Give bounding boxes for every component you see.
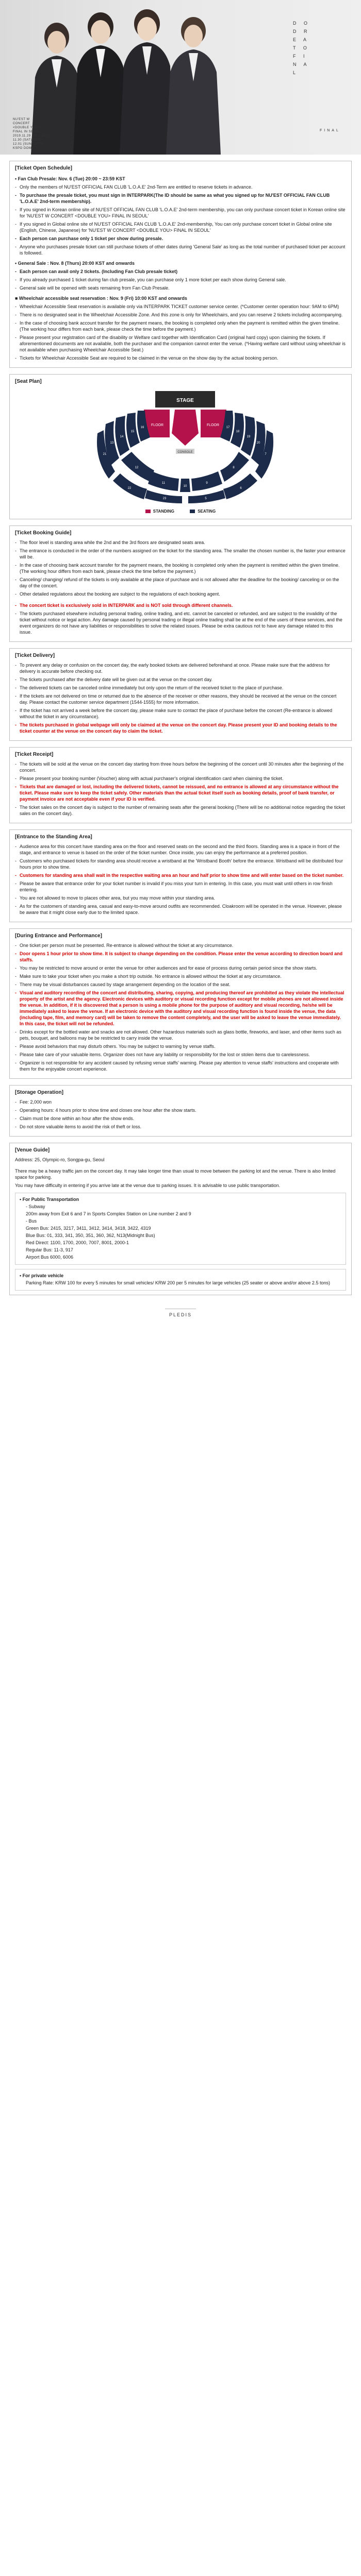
section-title: [Entrance to the Standing Area]: [15, 834, 92, 840]
section-title: [Ticket Receipt]: [15, 752, 54, 757]
svg-text:14: 14: [120, 435, 124, 438]
list-item: - You are not allowed to move to places other area, but you may move within your standing area.: [15, 895, 346, 901]
list-item: - Each person can purchase only 1 ticket per show during presale.: [15, 235, 346, 242]
list-item: - Tickets for Wheelchair Accessible Seat are required to be claimed in the venue on the show day by the actual booking person.: [15, 355, 346, 361]
section-title: [During Entrance and Performance]: [15, 933, 102, 939]
section-title: [Ticket Open Schedule]: [15, 165, 72, 171]
list-item: - Only the members of NU'EST OFFICIAL FAN CLUB 'L.O.A.E' 2nd-Term are entitled to reserve tickets in advance.: [15, 184, 346, 190]
floor-center: [172, 410, 199, 446]
floor-left-label: FLOOR: [151, 423, 164, 427]
section-title: [Venue Guide]: [15, 1147, 50, 1153]
subway-text: 200m away from Exit 6 and 7 in Sports Complex Station on Line number 2 and 9: [26, 1211, 191, 1216]
svg-text:11: 11: [161, 482, 166, 485]
list-item: - The floor level is standing area while the 2nd and the 3rd floors are designated seats area.: [15, 539, 346, 546]
section-title: [Seat Plan]: [15, 379, 42, 384]
floor-right-label: FLOOR: [206, 423, 220, 427]
list-item-red: - The concert ticket is exclusively sold in INTERPARK and is NOT sold through different channels.: [15, 602, 346, 608]
list-item: - Canceling/ changing/ refund of the tickets is only available at the place of purchase and is not allowed after the deadline for the booking/ canceling or on the day of the concert.: [15, 577, 346, 589]
list-item-red: - Visual and auditory recording of the concert and distributing, sharing, copying, and producing thereof are prohibited as they violate the intellectual property of the artist and the agency. Electronic devices with auditory or visual recording function except for mobile phones are not allowed inside the venue. In addition, if it is discovered that a person is using a mobile phone for the purpose of auditory and visual recording, he/she will be immediately asked to leave the venue. If an electronic device with the auditory and visual recording function is found inside the venue, the data (including tape, film, and memory card) will be taken to remove the content completely, and the user will be asked to leave the venue immediately. In this case, the ticket will not be refunded.: [15, 990, 346, 1027]
bus-line: Blue Bus: 01, 333, 341, 350, 351, 360, 362, N13(Midnight Bus): [26, 1233, 155, 1238]
svg-text:22: 22: [127, 487, 132, 490]
list-item: - Please present your registration card of the disability or Welfare card together with Identification Card (original hard copy) upon claiming the tickets. If aforementioned documents are not available, both the purchaser and the companion cannot enter the venue. (*Having welfare card without using wheelchair is not available when purchasing Wheelchair Accessible Seat.): [15, 334, 346, 353]
list-item: - You may be restricted to move around or enter the venue for other audiences and for ease of process during certain period since the show starts.: [15, 965, 346, 971]
svg-text:15: 15: [130, 430, 135, 433]
list-item: - One ticket per person must be presented. Re-entrance is allowed without the ticket at any circumstance.: [15, 942, 346, 948]
list-item: - Each person can avail only 2 tickets. (Including Fan Club presale ticket): [15, 268, 346, 275]
list-item: - In the case of choosing bank account transfer for the payment means, the booking is completed only when the payment is remitted within the given timeline. (The working hour differs from each bank, please check the time before the payment.): [15, 562, 346, 574]
svg-text:8: 8: [233, 466, 235, 469]
during-entrance-performance: [9, 928, 352, 1079]
storage-operation: [9, 1085, 352, 1137]
ticket-booking-guide: [9, 526, 352, 642]
ticket-delivery: [9, 648, 352, 741]
hero-banner: [0, 0, 361, 155]
svg-text:16: 16: [140, 426, 144, 429]
list-item: - Operating hours: 4 hours prior to show time and closes one hour after the show starts.: [15, 1107, 346, 1113]
list-item: - Wheelchair Accessible Seat reservation is available only via INTERPARK TICKET customer service center. (*Customer center operation hour: 9AM to 6PM): [15, 303, 346, 310]
svg-text:21: 21: [103, 453, 107, 456]
ticket-receipt: [9, 747, 352, 823]
list-item-red: - Tickets that are damaged or lost, including the delivered tickets, cannot be reissued, and no entrance is allowed at any circumstance without the ticket. Please make sure to keep the ticket safely. Other materials than the actual ticket itself such as booking details, proof of bank transfer, or payment invoice are not acceptable even if your ID is verified.: [15, 784, 346, 802]
list-item: - If you signed in Global online site of NU'EST OFFICIAL FAN CLUB 'L.O.A.E' 2nd-membership, You can only purchase concert ticket in Global online site (English, Chinese, Japanese) for 'NU'EST W CONCERT <DOUBLE YOU> FINAL IN SEOUL': [15, 221, 346, 233]
list-item: - The delivered tickets can be canceled online immediately but only upon the return of the received ticket to the place of purchase.: [15, 685, 346, 691]
hero-event-info: NU'EST W CONCERT <DOUBLE YOU> FINAL IN SEOUL 2019.11.29 (FRI) 20:00 11.30 (SAT) 18:00 12.01 (SUN) 17:00 KSPO DOME: [13, 118, 51, 150]
list-item: - There may be visual disturbances caused by stage arrangement depending on the location of the seat.: [15, 981, 346, 988]
seat-legend: [15, 509, 346, 515]
seat-plan: [9, 374, 352, 519]
list-item: - The tickets purchased after the delivery date will be given out at the venue on the concert day.: [15, 676, 346, 683]
subway-label: - Subway: [26, 1204, 45, 1209]
section-title: [Ticket Booking Guide]: [15, 530, 72, 536]
list-item-red: - The tickets purchased in global webpage will only be claimed at the venue on the concert day. Please present your ID and booking details to the ticket counter at the venue on the concert day to claim the ticket.: [15, 722, 346, 734]
ticket-open-schedule: [9, 161, 352, 368]
entrance-standing-area: [9, 829, 352, 922]
list-item: - Please take care of your valuable items. Organizer does not have any liability or responsibility for the lost or stolen items due to carelessness.: [15, 1052, 346, 1058]
legend-standing: STANDING: [145, 509, 174, 515]
list-item: - Customers who purchased tickets for standing area should receive a wristband at the 'Wristband Booth' before the entrance. Wristband will be distributed four hours prior to show time.: [15, 858, 346, 870]
venue-address: Address: 25, Olympic-ro, Songpa-gu, Seoul: [15, 1157, 105, 1162]
list-item: - There is no designated seat in the Wheelchair Accessible Zone. And this zone is only for Wheelchairs, and you can reserve 2 tickets including accompanying.: [15, 312, 346, 318]
list-item: - If you signed in Korean online site of NU'EST OFFICIAL FAN CLUB 'L.O.A.E' 2nd-term membership, you can only purchase concert ticket in Korean online site for 'NU'EST W CONCERT <DOUBLE YOU> FINAL IN SEOUL': [15, 207, 346, 219]
svg-text:12: 12: [135, 466, 139, 469]
list-item: - To purchase the presale ticket, you must sign in INTERPARK(The ID should be same as what you signed up for NU'EST OFFICIAL FAN CLUB 'L.O.A.E' 2nd-term membership).: [15, 192, 346, 205]
hero-vertical-title: D O D R E A T O F I N A L: [293, 21, 311, 75]
list-item: - The tickets will be sold at the venue on the concert day starting from three hours before the beginning of the concert until 30 minutes after the beginning of the concert.: [15, 761, 346, 773]
bus-line: Airport Bus 6000, 6006: [26, 1255, 74, 1260]
private-vehicle-box: [15, 1269, 346, 1291]
list-item: - To prevent any delay or confusion on the concert day, the early booked tickets are delivered beforehand at once. Please make sure that the address for delivery is accurate before checking out.: [15, 662, 346, 674]
list-item: - The entrance is conducted in the order of the numbers assigned on the ticket for the standing area. The smaller the chosen number is, the faster your entrance will be.: [15, 548, 346, 560]
bus-line: Green Bus: 2415, 3217, 3411, 3412, 3414, 3418, 3422, 4319: [26, 1226, 151, 1231]
legend-seating: SEATING: [190, 509, 216, 515]
bus-label: - Bus: [26, 1218, 37, 1224]
list-item: - If you already purchased 1 ticket during fan club presale, you can purchase only 1 more ticket per each show during General sale.: [15, 277, 346, 283]
list-item-red: - Door opens 1 hour prior to show time. It is subject to change depending on the condition. Please enter the venue according to direction board and staffs.: [15, 951, 346, 963]
list-item: - Drinks except for the bottled water and snacks are not allowed. Other hazardous materials such as glass bottle, fireworks, and laser, and other items such as pets, bouquet, and balloons may be be restricted to carry inside the venue.: [15, 1029, 346, 1041]
stage-label: STAGE: [176, 398, 194, 403]
list-item: - Please present your booking number (Voucher) along with actual purchaser's original identification card when claiming the ticket.: [15, 775, 346, 782]
section-title: [Ticket Delivery]: [15, 653, 55, 658]
list-item: - General sale will be opened with seats remaining from Fan Club Presale.: [15, 285, 346, 291]
list-item: - Please avoid behaviors that may disturb others. You may be subject to warning by venue staffs.: [15, 1043, 346, 1049]
hero-final-label: FINAL: [320, 129, 340, 132]
svg-text:23: 23: [162, 497, 167, 500]
list-item: - Audience area for this concert have standing area on the floor and reserved seats on the second and the third floors. Standing area is a space in front of the stage, and entrance to venue is based on the order of the ticket number. Once inside, you can enjoy the performance at a preferred position.: [15, 843, 346, 856]
list-item: - The ticket sales on the concert day is subject to the number of remaining seats after the general booking (There will be no additional notice regarding the ticket sales on the concert day).: [15, 804, 346, 817]
list-item: - Other detailed regulations about the booking are subject to the regulations of each booking agent.: [15, 591, 346, 597]
bus-line: Red Direct: 1100, 1700, 2000, 7007, 8001, 2000-1: [26, 1240, 129, 1245]
svg-text:18: 18: [236, 430, 240, 433]
list-item: - In the case of choosing bank account transfer for the payment means, the booking is completed only when the payment is remitted within the given timeline. (The working hour differs from each bank, please check the time before the payment.): [15, 320, 346, 332]
svg-text:7: 7: [265, 453, 267, 456]
svg-text:19: 19: [247, 435, 251, 438]
svg-text:6: 6: [240, 487, 242, 490]
list-item: - Please be aware that entrance order for your ticket number is invalid if you miss your turn in entering. In this case, you must wait until others in row finish entering.: [15, 880, 346, 893]
list-item: - If the ticket has not arrived a week before the concert day, please make sure to contact the place of purchase before the concert (Re-entrance is allowed without the ticket in any circumstance).: [15, 707, 346, 720]
svg-text:9: 9: [206, 482, 208, 485]
svg-text:13: 13: [110, 442, 114, 445]
svg-text:17: 17: [226, 426, 230, 429]
parking-rate: Parking Rate: KRW 100 for every 5 minutes for small vehicles/ KRW 200 per 5 minutes for large vehicles (25 seater or above and/or above 2.5 tons): [26, 1280, 330, 1285]
list-item: - Make sure to take your ticket when you make a short trip outside. No entrance is allowed without the ticket at any circumstance.: [15, 973, 346, 979]
list-item: - As for the customers of standing area, casual and easy-to-move around outfits are recommended. Cloakroom will be operated in the venue. However, please be aware that it might close early due to the limited space.: [15, 903, 346, 916]
list-item: - Fee: 2,000 won: [15, 1099, 346, 1105]
bus-line: Regular Bus: 11-3, 917: [26, 1247, 73, 1252]
svg-text:5: 5: [205, 497, 207, 500]
svg-text:10: 10: [183, 485, 187, 488]
footer-brand-logo: PLEDIS: [169, 1312, 192, 1317]
list-item: - The tickets purchased elsewhere including personal trading, online trading, and etc. cannot be canceled or refunded, and are subject to the invalidity of the ticket without notice or legal action. Any damage caused by personal trading or illegal online trading shall be at the end of the users of these services, and the event organizers do not have any liabilities or responsibilities to solve the related issues. Please be extra cautious not to have any damage related to this issue.: [15, 611, 346, 635]
svg-text:20: 20: [256, 442, 260, 445]
section-title: [Storage Operation]: [15, 1090, 63, 1095]
public-transport-title: • For Public Transportation: [20, 1197, 79, 1202]
footer: [9, 1309, 352, 1317]
list-item: - If the tickets are not delivered on time or returned due to the absence of the receiver or other reasons, they should be received at the venue on the concert day. Please contact the customer service department (1544-1555) for more information.: [15, 693, 346, 705]
list-item: - Organizer is not responsible for any accident caused by refusing venue staffs' warning. Please pay attention to venue staffs' instructions and cooperate with them for the enjoyable concert experience.: [15, 1060, 346, 1072]
wheelchair-title: ■ Wheelchair accessible seat reservation : Nov. 9 (Fri) 10:00 KST and onwards: [15, 296, 187, 301]
seat-map: [15, 388, 355, 504]
fanclub-presale-title: • Fan Club Presale: Nov. 6 (Tue) 20:00 ~ 23:59 KST: [15, 176, 125, 181]
console-label: CONSOLE: [177, 451, 193, 454]
general-sale-title: • General Sale : Nov. 8 (Thurs) 20:00 KST and onwards: [15, 261, 135, 266]
venue-guide: [9, 1143, 352, 1295]
list-item: - Claim must be done within an hour after the show ends.: [15, 1115, 346, 1122]
list-item: - Anyone who purchases presale ticket can still purchase tickets of other dates during 'General Sale' as long as the total number of purchased ticket per account is followed.: [15, 244, 346, 256]
list-item-red: - Customers for standing area shall wait in the respective waiting area an hour and half prior to show time and will enter based on the ticket number.: [15, 872, 346, 878]
venue-paragraph: There may be a heavy traffic jam on the concert day. It may take longer time than usual to move between the parking lot and the venue. There is also limited space for parking.: [15, 1168, 336, 1180]
private-vehicle-title: • For private vehicle: [20, 1273, 64, 1278]
list-item: - Do not store valuable items to avoid the risk of theft or loss.: [15, 1124, 346, 1130]
public-transport-box: [15, 1193, 346, 1265]
venue-paragraph: You may have difficulty in entering if you arrive late at the venue due to parking issues. It is advisable to use public transportation.: [15, 1183, 281, 1188]
